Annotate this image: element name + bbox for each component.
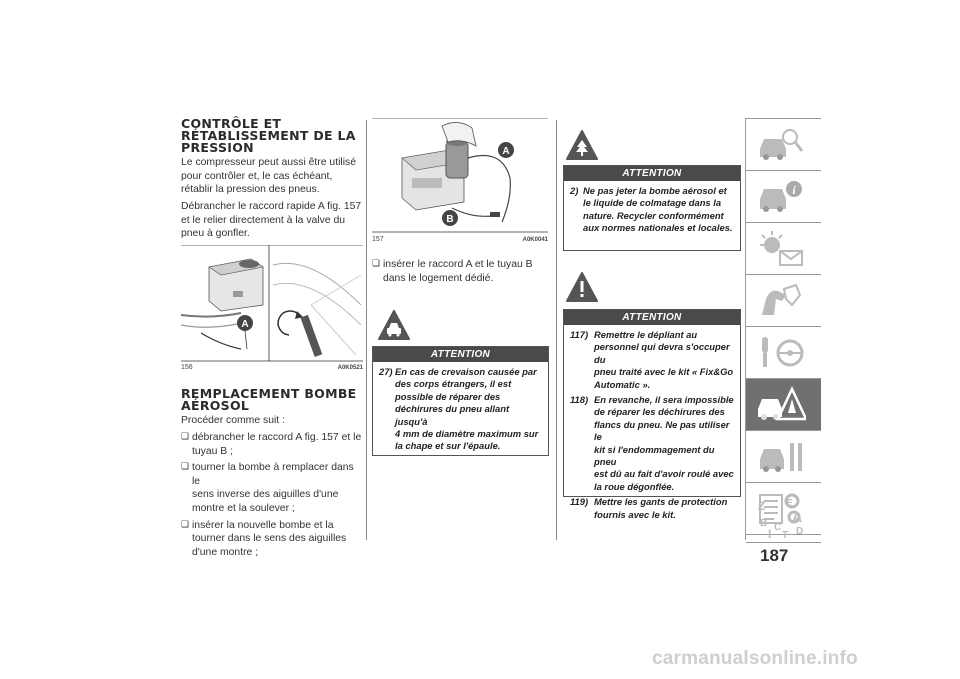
sidebar-tab-maintenance[interactable]: [746, 430, 821, 483]
car-maintenance-icon: [756, 437, 806, 477]
key-steering-icon: [756, 333, 806, 373]
section-heading-replacement: REMPLACEMENT BOMBE AÉROSOL: [181, 386, 357, 413]
sidebar-tab-car-info[interactable]: [746, 170, 821, 223]
car-danger-icon: [378, 310, 410, 345]
compressor-valve-illustration: [181, 245, 363, 373]
page-number: 187: [760, 546, 789, 565]
driving-hand-icon: [756, 281, 806, 321]
list-item: ❏ tourner la bombe à remplacer dans le sens inverse des aiguilles d'une montre et la soulever ;: [181, 461, 363, 515]
sidebar-tab-index[interactable]: [756, 496, 812, 545]
paragraph-disconnect: Débrancher le raccord rapide A fig. 157 et le relier directement à la valve du pneu à gonfler.: [181, 201, 362, 240]
figure-code: A0K0521: [337, 365, 363, 371]
warning-item: 117) Remettre le dépliant au personnel qui devra s'occuper du pneu traité avec le kit « Fix&Go Automatic ».: [570, 329, 734, 390]
procedure-intro: Procéder comme suit :: [181, 415, 285, 426]
warning-header: ATTENTION: [564, 310, 740, 325]
svg-text:Z: Z: [758, 499, 766, 513]
sidebar-tab-car-search[interactable]: [746, 118, 821, 171]
list-item: ❏ débrancher le raccord A fig. 157 et le tuyau B ;: [181, 431, 363, 458]
column-divider: [366, 120, 367, 540]
procedure-list: [181, 431, 363, 562]
figure-number: 157: [372, 236, 384, 243]
sidebar-tab-warning-lights[interactable]: [746, 222, 821, 275]
paragraph-compressor: Le compresseur peut aussi être utilisé pour contrôler et, le cas échéant, rétablir la pression des pneus.: [181, 157, 356, 196]
svg-text:B: B: [760, 518, 768, 529]
procedure-list-continued: [372, 258, 548, 288]
section-heading-pressure: CONTRÔLE ET RÉTABLISSEMENT DE LA PRESSION: [181, 116, 356, 155]
figure-number: 156: [181, 364, 193, 371]
car-emergency-icon: [756, 385, 806, 425]
svg-text:i: i: [792, 183, 796, 197]
warning-item: 118) En revanche, il sera impossible de réparer les déchirures des flancs du pneu. Ne pas utiliser le kit si l'endommagement du pneu est dû au fait d'avoir roulé avec la roue dégonflée.: [570, 394, 734, 492]
column-divider: [556, 120, 557, 540]
warning-item: 27) En cas de crevaison causée par des corps étrangers, il est possible de réparer des déchirures du pneu allant jusqu'à 4 mm de diamètre maximum sur la chape et sur l'épaule.: [379, 366, 539, 452]
sidebar-tab-driving[interactable]: [746, 274, 821, 327]
warning-header: ATTENTION: [564, 166, 740, 181]
warning-box-2: [563, 165, 741, 251]
svg-text:C: C: [774, 522, 782, 533]
figure-156: [181, 245, 363, 373]
svg-text:A: A: [241, 319, 249, 330]
aerosol-replacement-illustration: [372, 118, 548, 236]
list-item: ❏ insérer la nouvelle bombe et la tourner dans le sens des aiguilles d'une montre ;: [181, 519, 363, 560]
alphabetical-index-icon: [756, 496, 812, 540]
list-item: ❏ insérer le raccord A et le tuyau B dans le logement dédié.: [372, 258, 548, 285]
warning-lights-icon: [756, 229, 806, 269]
sidebar-tab-emergency-active[interactable]: [746, 378, 821, 431]
svg-text:I: I: [768, 527, 772, 540]
warning-item: 2) Ne pas jeter la bombe aérosol et le liquide de colmatage dans la nature. Recycler conformément aux normes nationales et locales.: [570, 185, 733, 234]
warning-box-117-119: [563, 309, 741, 520]
figure-157: [372, 118, 548, 246]
watermark: carmanualsonline.info: [652, 648, 858, 669]
warning-box-27: [372, 346, 549, 456]
svg-text:D: D: [796, 526, 804, 537]
car-info-icon: [756, 177, 806, 217]
warning-header: ATTENTION: [373, 347, 548, 362]
svg-text:B: B: [446, 214, 454, 225]
svg-text:A: A: [502, 146, 510, 157]
svg-text:A: A: [792, 509, 803, 525]
sidebar-tab-starting[interactable]: [746, 326, 821, 379]
svg-text:T: T: [782, 530, 789, 540]
svg-text:E: E: [786, 498, 793, 509]
car-search-icon: [756, 125, 806, 165]
figure-code: A0K0041: [522, 237, 548, 243]
exclamation-triangle-icon: [566, 272, 598, 307]
environment-tree-icon: [566, 130, 598, 165]
warning-item: 119) Mettre les gants de protection fournis avec le kit.: [570, 496, 728, 520]
